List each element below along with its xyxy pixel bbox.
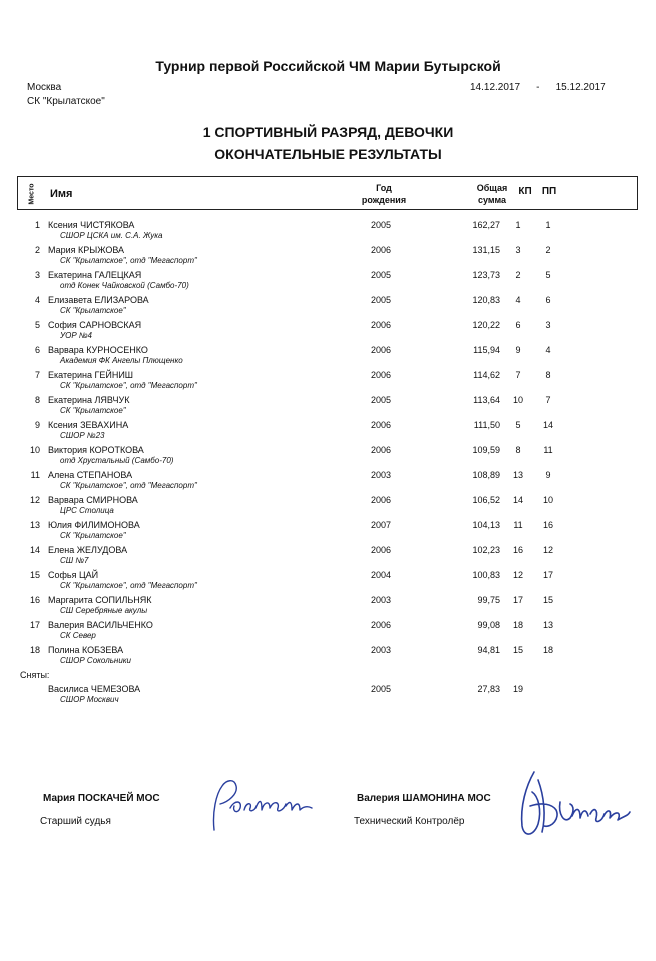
short-program-place: 15 bbox=[512, 645, 523, 655]
chief-judge-signature bbox=[200, 772, 320, 836]
city: Москва bbox=[27, 82, 62, 93]
free-program-place: 12 bbox=[542, 545, 553, 555]
free-program-place: 4 bbox=[545, 345, 551, 355]
athlete-club: СШОР Москвич bbox=[60, 695, 119, 704]
place-cell: 15 bbox=[29, 570, 40, 580]
athlete-name: Софья ЦАЙ bbox=[48, 570, 99, 580]
birth-year: 2006 bbox=[371, 620, 392, 630]
column-header-total-line1: Общая bbox=[476, 183, 508, 193]
total-score: 99,08 bbox=[477, 620, 500, 630]
total-score: 100,83 bbox=[472, 570, 500, 580]
column-header-total bbox=[466, 182, 518, 206]
short-program-place: 13 bbox=[512, 470, 523, 480]
date-range bbox=[470, 82, 606, 93]
athlete-name: София САРНОВСКАЯ bbox=[48, 320, 142, 330]
birth-year: 2006 bbox=[371, 320, 392, 330]
table-row bbox=[0, 470, 656, 495]
birth-year: 2006 bbox=[371, 445, 392, 455]
athlete-club: СК "Крылатское", отд "Мегаспорт" bbox=[60, 481, 197, 490]
total-score: 114,62 bbox=[473, 370, 500, 380]
column-header-year bbox=[358, 182, 410, 206]
athlete-name: Валерия ВАСИЛЬЧЕНКО bbox=[48, 620, 153, 630]
date-end: 15.12.2017 bbox=[555, 82, 606, 93]
place-cell: 13 bbox=[29, 520, 40, 530]
athlete-name: Ксения ЗЕВАХИНА bbox=[48, 420, 129, 430]
short-program-place: 17 bbox=[512, 595, 523, 605]
table-header bbox=[17, 176, 638, 210]
place-cell: 11 bbox=[30, 470, 40, 480]
birth-year: 2005 bbox=[371, 395, 392, 405]
total-score: 99,75 bbox=[477, 595, 500, 605]
column-header-place-label: Место bbox=[28, 183, 36, 205]
removed-label: Сняты: bbox=[20, 670, 50, 680]
free-program-place: 1 bbox=[545, 220, 551, 230]
athlete-club: СК "Крылатское", отд "Мегаспорт" bbox=[60, 381, 197, 390]
athlete-name: Екатерина ГАЛЕЦКАЯ bbox=[48, 270, 142, 280]
total-score: 102,23 bbox=[472, 545, 500, 555]
free-program-place: 6 bbox=[545, 295, 551, 305]
technical-controller-signature bbox=[512, 766, 634, 846]
total-score: 113,64 bbox=[473, 395, 500, 405]
birth-year: 2006 bbox=[371, 545, 392, 555]
total-score: 108,89 bbox=[472, 470, 500, 480]
short-program-place: 18 bbox=[512, 620, 523, 630]
short-program-place: 8 bbox=[515, 445, 521, 455]
birth-year: 2005 bbox=[371, 220, 392, 230]
free-program-place: 10 bbox=[542, 495, 553, 505]
place-cell: 14 bbox=[29, 545, 40, 555]
free-program-place: 18 bbox=[542, 645, 553, 655]
chief-judge-role: Старший судья bbox=[40, 816, 111, 827]
total-score: 123,73 bbox=[472, 270, 500, 280]
free-program-place: 3 bbox=[545, 320, 551, 330]
total-score: 94,81 bbox=[477, 645, 500, 655]
athlete-club: отд Хрустальный (Самбо-70) bbox=[60, 456, 174, 465]
athlete-name: Алена СТЕПАНОВА bbox=[48, 470, 133, 480]
free-program-place: 17 bbox=[542, 570, 553, 580]
venue: СК "Крылатское" bbox=[27, 96, 105, 107]
column-header-pp: ПП bbox=[541, 186, 557, 197]
athlete-name: Екатерина ЛЯВЧУК bbox=[48, 395, 130, 405]
free-program-place: 2 bbox=[545, 245, 551, 255]
table-row bbox=[0, 270, 656, 295]
total-score: 120,83 bbox=[472, 295, 500, 305]
place-cell: 7 bbox=[34, 370, 40, 380]
athlete-name: Варвара КУРНОСЕНКО bbox=[48, 345, 148, 355]
place-cell: 6 bbox=[34, 345, 40, 355]
place-cell: 18 bbox=[29, 645, 40, 655]
athlete-club: СШОР Сокольники bbox=[60, 656, 131, 665]
athlete-club: УОР №4 bbox=[60, 331, 93, 340]
total-score: 27,83 bbox=[477, 684, 500, 694]
short-program-place: 11 bbox=[513, 520, 523, 530]
table-row bbox=[0, 520, 656, 545]
total-score: 131,15 bbox=[472, 245, 500, 255]
athlete-name: Юлия ФИЛИМОНОВА bbox=[48, 520, 140, 530]
short-program-place: 2 bbox=[515, 270, 521, 280]
table-row bbox=[0, 245, 656, 270]
total-score: 162,27 bbox=[472, 220, 500, 230]
technical-controller-role: Технический Контролёр bbox=[354, 816, 465, 827]
athlete-name: Варвара СМИРНОВА bbox=[48, 495, 138, 505]
place-cell: 4 bbox=[34, 295, 40, 305]
column-header-year-line1: Год bbox=[376, 183, 392, 193]
short-program-place: 12 bbox=[512, 570, 523, 580]
birth-year: 2003 bbox=[371, 645, 392, 655]
table-row bbox=[0, 420, 656, 445]
free-program-place: 7 bbox=[545, 395, 551, 405]
athlete-club: СШОР ЦСКА им. С.А. Жука bbox=[60, 231, 163, 240]
place-cell: 12 bbox=[29, 495, 40, 505]
short-program-place: 7 bbox=[515, 370, 521, 380]
total-score: 115,94 bbox=[473, 345, 500, 355]
athlete-name: Мария КРЫЖОВА bbox=[48, 245, 125, 255]
place-cell: 10 bbox=[29, 445, 40, 455]
table-row bbox=[0, 684, 656, 709]
birth-year: 2005 bbox=[371, 684, 392, 694]
column-header-total-line2: сумма bbox=[477, 195, 507, 205]
place-cell: 3 bbox=[34, 270, 40, 280]
column-header-place bbox=[27, 181, 37, 207]
birth-year: 2007 bbox=[371, 520, 392, 530]
athlete-name: Полина КОБЗЕВА bbox=[48, 645, 124, 655]
short-program-place: 4 bbox=[515, 295, 521, 305]
free-program-place: 14 bbox=[542, 420, 553, 430]
athlete-name: Виктория КОРОТКОВА bbox=[48, 445, 144, 455]
birth-year: 2006 bbox=[371, 370, 392, 380]
athlete-name: Елизавета ЕЛИЗАРОВА bbox=[48, 295, 149, 305]
athlete-name: Маргарита СОПИЛЬНЯК bbox=[48, 595, 152, 605]
short-program-place: 9 bbox=[515, 345, 521, 355]
athlete-club: СК "Крылатское", отд "Мегаспорт" bbox=[60, 581, 197, 590]
birth-year: 2005 bbox=[371, 295, 392, 305]
place-cell: 16 bbox=[29, 595, 40, 605]
athlete-name: Василиса ЧЕМЕЗОВА bbox=[48, 684, 141, 694]
birth-year: 2003 bbox=[371, 470, 392, 480]
table-row bbox=[0, 595, 656, 620]
short-program-place: 16 bbox=[512, 545, 523, 555]
athlete-club: СК "Крылатское" bbox=[60, 306, 126, 315]
birth-year: 2004 bbox=[371, 570, 392, 580]
athlete-club: СШ №7 bbox=[60, 556, 89, 565]
athlete-name: Екатерина ГЕЙНИШ bbox=[48, 370, 134, 380]
technical-controller-name: Валерия ШАМОНИНА МОС bbox=[357, 793, 491, 804]
column-header-year-line2: рождения bbox=[361, 195, 407, 205]
date-start: 14.12.2017 bbox=[470, 82, 521, 93]
competition-title: Турнир первой Российской ЧМ Марии Бутырской bbox=[155, 58, 501, 74]
free-program-place: 13 bbox=[542, 620, 553, 630]
birth-year: 2005 bbox=[371, 270, 392, 280]
free-program-place: 15 bbox=[542, 595, 553, 605]
athlete-club: СК "Крылатское" bbox=[60, 406, 126, 415]
free-program-place: 16 bbox=[542, 520, 553, 530]
birth-year: 2006 bbox=[371, 420, 392, 430]
total-score: 104,13 bbox=[472, 520, 500, 530]
table-row bbox=[0, 345, 656, 370]
table-row bbox=[0, 570, 656, 595]
birth-year: 2006 bbox=[371, 495, 392, 505]
short-program-place: 14 bbox=[512, 495, 523, 505]
birth-year: 2003 bbox=[371, 595, 392, 605]
athlete-club: Академия ФК Ангелы Плющенко bbox=[60, 356, 183, 365]
total-score: 106,52 bbox=[472, 495, 500, 505]
total-score: 109,59 bbox=[472, 445, 500, 455]
date-separator: - bbox=[536, 82, 540, 93]
place-cell: 17 bbox=[29, 620, 40, 630]
table-row bbox=[0, 395, 656, 420]
athlete-club: СК Север bbox=[60, 631, 96, 640]
athlete-club: отд Конек Чайковской (Самбо-70) bbox=[60, 281, 189, 290]
table-row bbox=[0, 370, 656, 395]
birth-year: 2006 bbox=[371, 245, 392, 255]
athlete-name: Елена ЖЕЛУДОВА bbox=[48, 545, 128, 555]
free-program-place: 9 bbox=[545, 470, 551, 480]
table-row bbox=[0, 620, 656, 645]
column-header-name: Имя bbox=[50, 188, 73, 200]
short-program-place: 10 bbox=[512, 395, 523, 405]
table-row bbox=[0, 645, 656, 670]
short-program-place: 1 bbox=[515, 220, 521, 230]
birth-year: 2006 bbox=[371, 345, 392, 355]
table-row bbox=[0, 445, 656, 470]
total-score: 111,50 bbox=[473, 420, 500, 430]
place-cell: 8 bbox=[34, 395, 40, 405]
athlete-club: СК "Крылатское" bbox=[60, 531, 126, 540]
athlete-club: СК "Крылатское", отд "Мегаспорт" bbox=[60, 256, 197, 265]
short-program-place: 19 bbox=[512, 684, 523, 694]
free-program-place: 8 bbox=[545, 370, 551, 380]
results-subtitle: ОКОНЧАТЕЛЬНЫЕ РЕЗУЛЬТАТЫ bbox=[214, 146, 442, 162]
athlete-club: ЦРС Столица bbox=[60, 506, 114, 515]
column-header-kp: КП bbox=[518, 186, 532, 197]
place-cell: 5 bbox=[34, 320, 40, 330]
short-program-place: 3 bbox=[515, 245, 521, 255]
table-row bbox=[0, 545, 656, 570]
short-program-place: 5 bbox=[515, 420, 521, 430]
table-row bbox=[0, 220, 656, 245]
table-row bbox=[0, 295, 656, 320]
table-row bbox=[0, 495, 656, 520]
place-cell: 9 bbox=[34, 420, 40, 430]
category-title: 1 СПОРТИВНЫЙ РАЗРЯД, ДЕВОЧКИ bbox=[202, 124, 454, 140]
free-program-place: 5 bbox=[545, 270, 551, 280]
chief-judge-name: Мария ПОСКАЧЕЙ МОС bbox=[43, 793, 160, 804]
place-cell: 2 bbox=[34, 245, 40, 255]
athlete-club: СШОР №23 bbox=[60, 431, 105, 440]
free-program-place: 11 bbox=[543, 445, 553, 455]
total-score: 120,22 bbox=[472, 320, 500, 330]
athlete-name: Ксения ЧИСТЯКОВА bbox=[48, 220, 135, 230]
table-row bbox=[0, 320, 656, 345]
place-cell: 1 bbox=[34, 220, 40, 230]
short-program-place: 6 bbox=[515, 320, 521, 330]
athlete-club: СШ Серебряные акулы bbox=[60, 606, 148, 615]
